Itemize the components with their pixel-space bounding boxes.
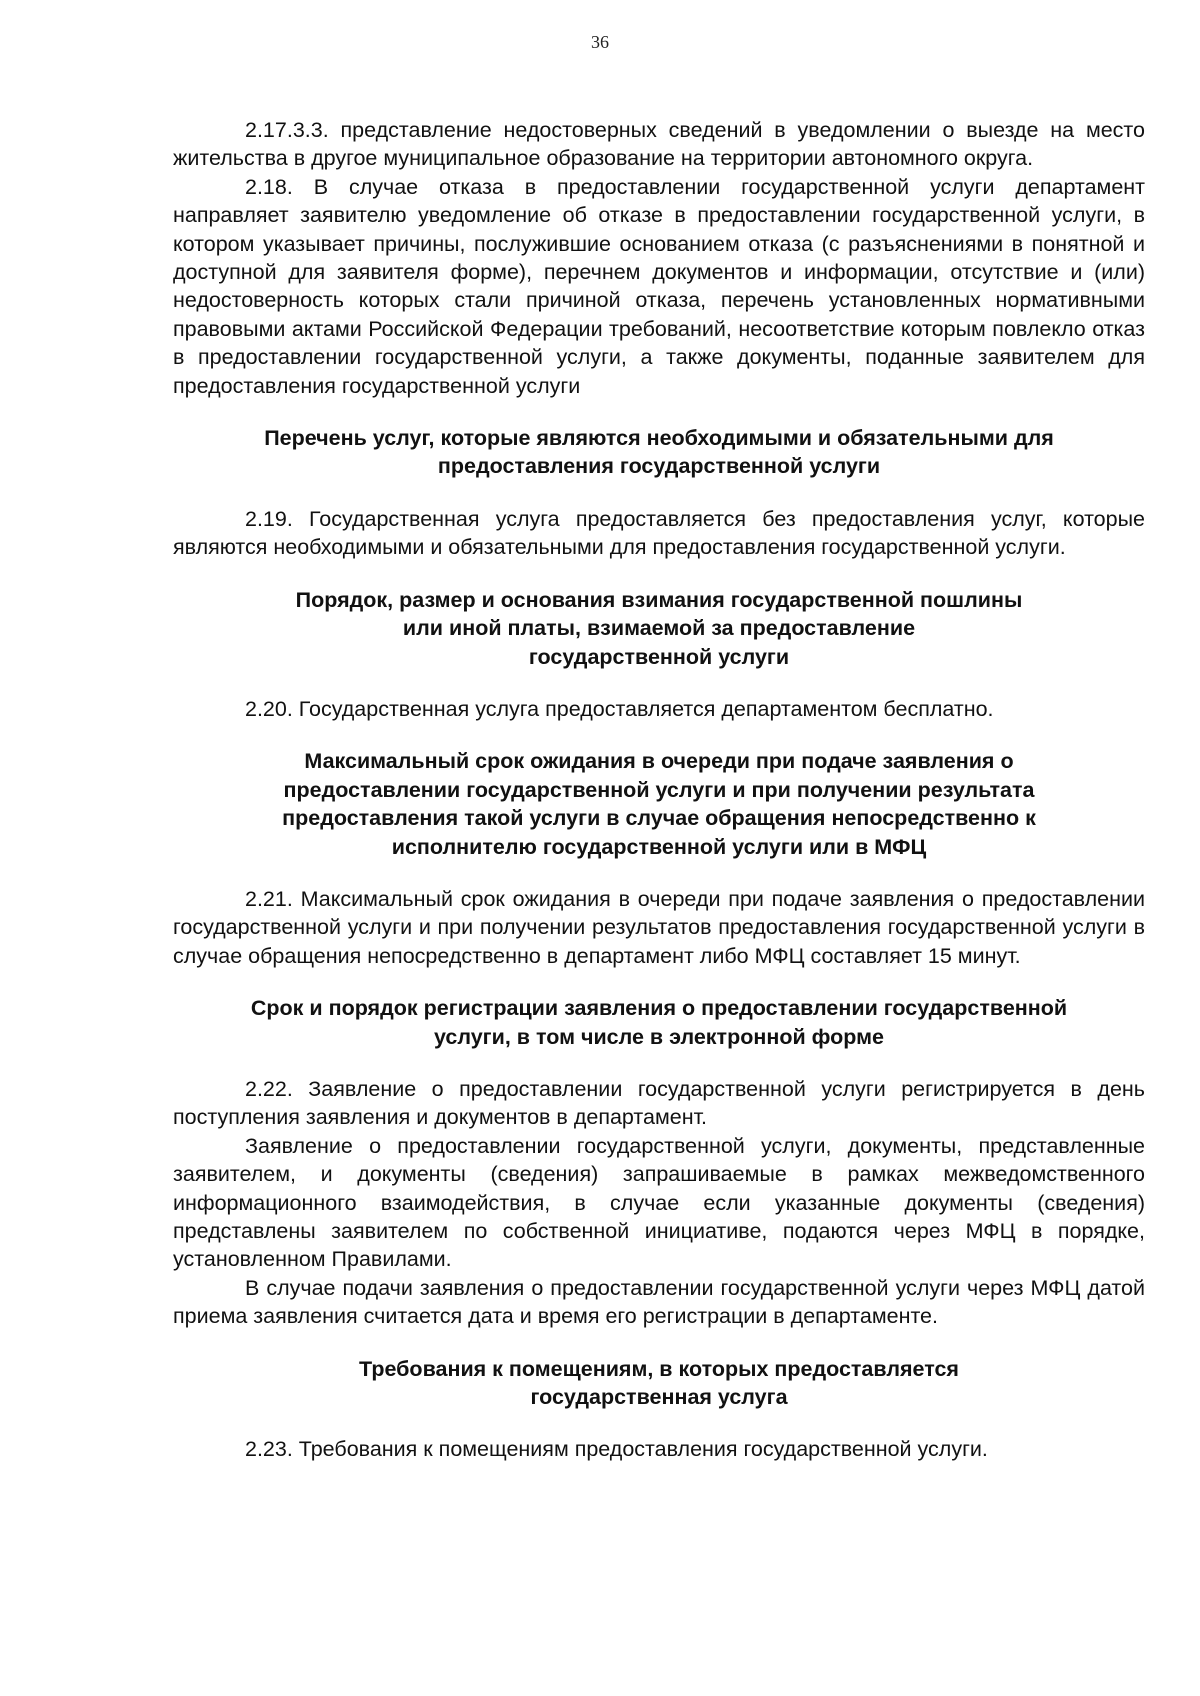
heading-registration	[173, 994, 1145, 1051]
heading-line: или иной платы, взимаемой за предоставление	[402, 616, 916, 641]
heading-line: услуги, в том числе в электронной форме	[433, 1024, 885, 1049]
paragraph-2-22: 2.22. Заявление о предоставлении государственной услуги регистрируется в день поступления заявления и документов в департамент.	[173, 1076, 1145, 1130]
paragraph-2-20: 2.20. Государственная услуга предоставляется департаментом бесплатно.	[245, 696, 994, 721]
heading-required-services	[173, 424, 1145, 481]
paragraph-2-17-3-3: 2.17.3.3. представление недостоверных сведений в уведомлении о выезде на место жительства в другое муниципальное образование на территории автономного округа.	[173, 118, 1145, 171]
heading-line: Требования к помещениям, в которых предоставляется	[359, 1356, 959, 1381]
heading-state-fee	[173, 586, 1145, 671]
page-number: 36	[591, 32, 609, 52]
paragraph-2-19: 2.19. Государственная услуга предоставляется без предоставления услуг, которые являются необходимыми и обязательными для предоставления государственной услуги.	[173, 506, 1145, 560]
document-body	[173, 116, 1145, 1464]
heading-line: Порядок, размер и основания взимания государственной пошлины	[295, 587, 1023, 612]
heading-line: исполнителю государственной услуги или в МФЦ	[391, 834, 927, 859]
heading-line: предоставления такой услуги в случае обращения непосредственно к	[282, 806, 1036, 831]
heading-line: Перечень услуг, которые являются необходимыми и обязательными для	[264, 426, 1054, 451]
heading-premises	[173, 1355, 1145, 1412]
heading-line: предоставлении государственной услуги и при получении результата	[283, 777, 1035, 802]
heading-line: Срок и порядок регистрации заявления о предоставлении государственной	[250, 996, 1068, 1021]
heading-line: Максимальный срок ожидания в очереди при подаче заявления о	[304, 749, 1014, 774]
paragraph-2-22-documents: Заявление о предоставлении государственной услуги, документы, представленные заявителем, и документы (сведения) запрашиваемые в рамках межведомственного информационного взаимодействия, в случае если указанные документы (сведения) представлены заявителем по собственной инициативе, подаются через МФЦ в порядке, установленном Правилами.	[173, 1133, 1145, 1272]
paragraph-2-23: 2.23. Требования к помещениям предоставления государственной услуги.	[245, 1437, 988, 1462]
heading-line: государственная услуга	[530, 1385, 788, 1410]
paragraph-2-18: 2.18. В случае отказа в предоставлении государственной услуги департамент направляет заявителю уведомление об отказе в предоставлении государственной услуги, в котором указывает причины, послужившие основанием отказа (с разъяснениями в понятной и доступной для заявителя форме), перечнем документов и информации, отсутствие и (или) недостоверность которых стали причиной отказа, перечень установленных нормативными правовыми актами Российской Федерации требований, несоответствие которым повлекло отказ в предоставлении государственной услуги, а также документы, поданные заявителем для предоставления государственной услуги	[173, 174, 1145, 398]
heading-line: предоставления государственной услуги	[437, 454, 881, 479]
paragraph-2-21: 2.21. Максимальный срок ожидания в очереди при подаче заявления о предоставлении государственной услуги и при получении результатов предоставления государственной услуги в случае обращения непосредственно в департамент либо МФЦ составляет 15 минут.	[173, 886, 1145, 968]
heading-line: государственной услуги	[528, 644, 790, 669]
heading-queue-time	[173, 747, 1145, 861]
paragraph-2-22-mfc-date: В случае подачи заявления о предоставлении государственной услуги через МФЦ датой приема заявления считается дата и время его регистрации в департаменте.	[173, 1275, 1145, 1329]
